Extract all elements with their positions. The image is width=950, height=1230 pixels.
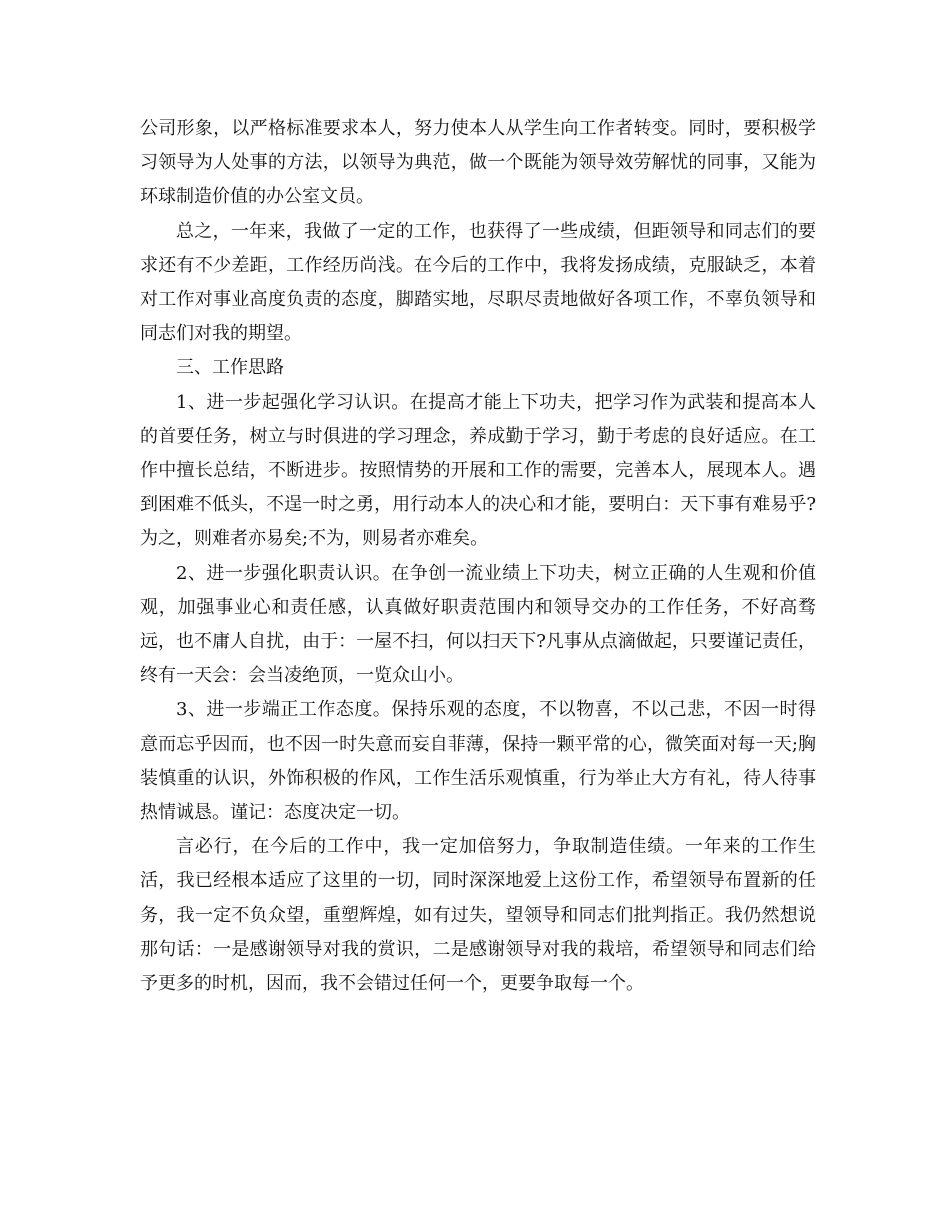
paragraph-closing: 言必行，在今后的工作中，我一定加倍努力，争取制造佳绩。一年来的工作生活，我已经根本适应了这里的一切，同时深深地爱上这份工作，希望领导布置新的任务，我一定不负众望，重塑辉煌，如有过失，望领导和同志们批判指正。我仍然想说那句话：一是感谢领导对我的赏识，二是感谢领导对我的栽培，希望领导和同志们给予更多的时机，因而，我不会错过任何一个，更要争取每一个。 [140, 836, 816, 995]
section-heading: 三、工作思路 [176, 357, 284, 379]
paragraph-item-3: 3、进一步端正工作态度。保持乐观的态度，不以物喜，不以己悲，不因一时得意而忘乎因而，也不因一时失意而妄自菲薄，保持一颗平常的心，微笑面对每一天;胸装慎重的认识，外饰积极的作风，工作生活乐观慎重，行为举止大方有礼，待人待事热情诚恳。谨记：态度决定一切。 [140, 699, 816, 824]
paragraph-item-2: 2、进一步强化职责认识。在争创一流业绩上下功夫，树立正确的人生观和价值观，加强事业心和责任感，认真做好职责范围内和领导交办的工作任务，不好高骛远，也不庸人自扰，由于：一屋不扫，何以扫天下?凡事从点滴做起，只要谨记责任，终有一天会：会当凌绝顶，一览众山小。 [140, 562, 816, 687]
paragraph-continued: 公司形象，以严格标准要求本人，努力使本人从学生向工作者转变。同时，要积极学习领导为人处事的方法，以领导为典范，做一个既能为领导效劳解忧的同事，又能为环球制造价值的办公室文员。 [140, 118, 816, 208]
paragraph-item-1: 1、进一步起强化学习认识。在提高才能上下功夫，把学习作为武装和提高本人的首要任务，树立与时俱进的学习理念，养成勤于学习，勤于考虑的良好适应。在工作中擅长总结，不断进步。按照情势的开展和工作的需要，完善本人，展现本人。遇到困难不低头，不逞一时之勇，用行动本人的决心和才能，要明白：天下事有难易乎?为之，则难者亦易矣;不为，则易者亦难矣。 [140, 391, 816, 550]
paragraph-summary: 总之，一年来，我做了一定的工作，也获得了一些成绩，但距领导和同志们的要求还有不少差距，工作经历尚浅。在今后的工作中，我将发扬成绩，克服缺乏，本着对工作对事业高度负责的态度，脚踏实地，尽职尽责地做好各项工作，不辜负领导和同志们对我的期望。 [140, 220, 816, 345]
document-body [140, 112, 816, 1001]
